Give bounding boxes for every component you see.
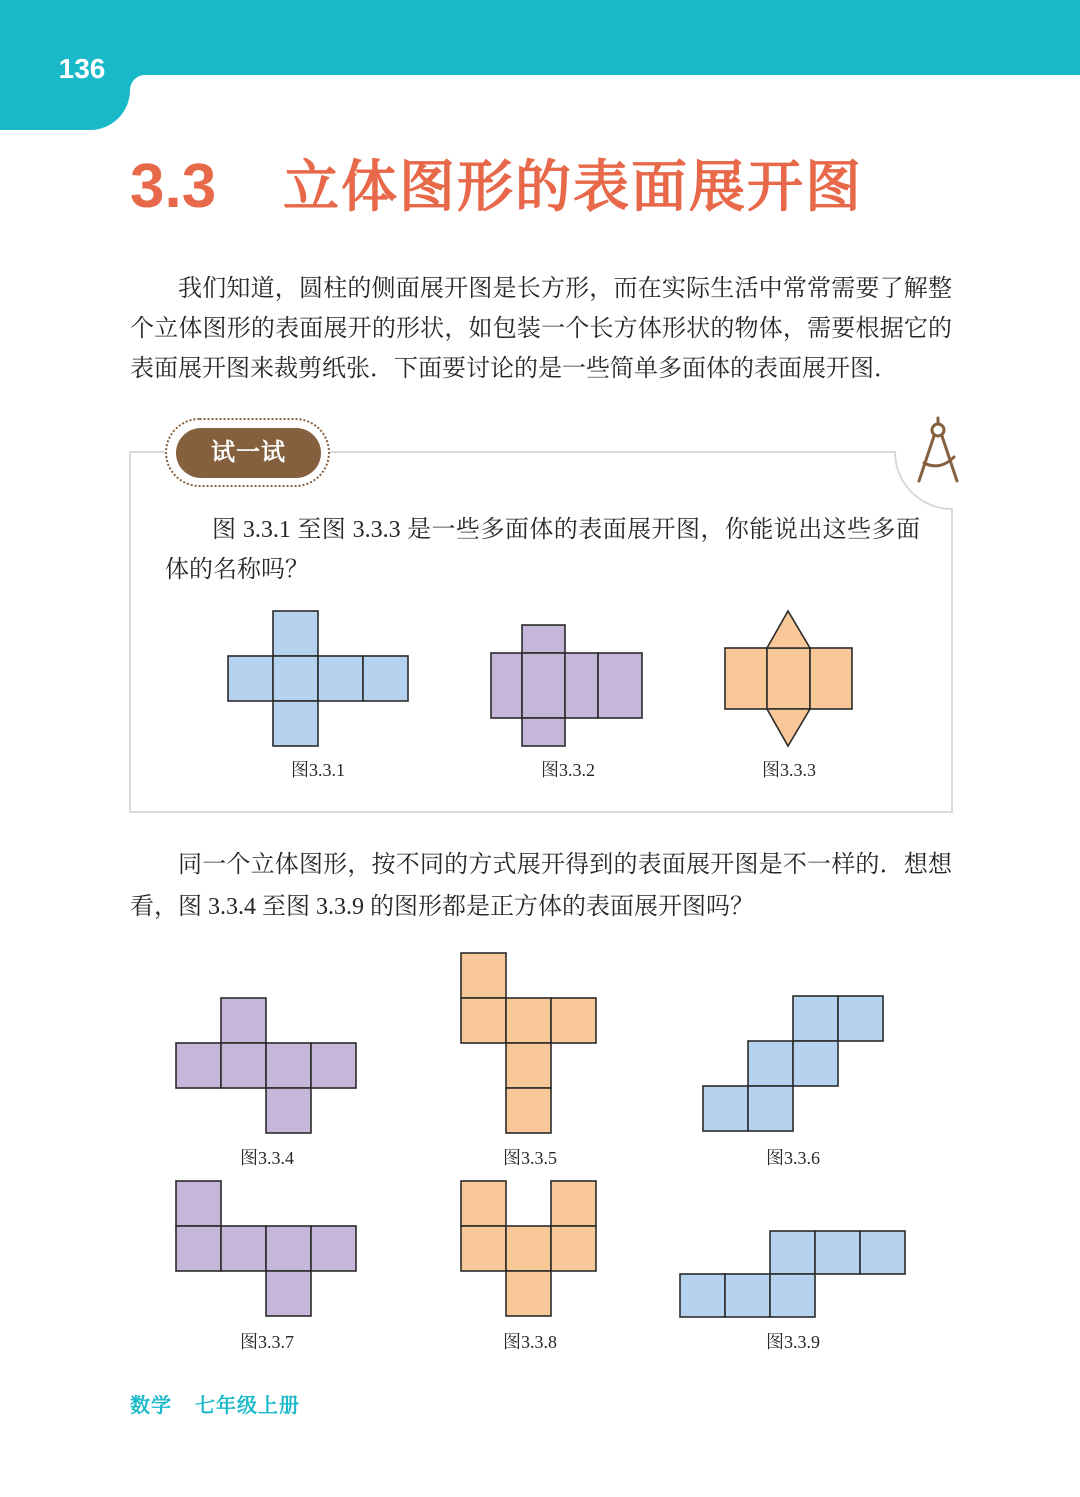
compass-icon [919,418,957,481]
net-face [506,1043,551,1088]
net-face [506,1088,551,1133]
net-face [461,998,506,1043]
net-face [748,1041,793,1086]
net-face [176,1043,221,1088]
net-face [221,998,266,1043]
net-face [176,1181,221,1226]
header-band [0,0,1080,130]
net-face [551,1226,596,1271]
figure-3-3-7-net [176,1181,356,1316]
activity-line: 图 3.3.1 至图 3.3.3 是一些多面体的表面展开图，你能说出这些多面 [212,517,920,543]
net-face [810,648,852,709]
net-face [273,611,318,656]
footer-book: 七年级上册 [195,1395,300,1417]
net-face [273,656,318,701]
net-face [506,1271,551,1316]
figure-caption: 图3.3.6 [766,1148,820,1168]
net-face [228,656,273,701]
figure-caption: 图3.3.3 [762,760,816,780]
net-face [522,718,565,746]
figure-caption: 图3.3.4 [240,1148,294,1168]
net-face [522,625,565,653]
figure-3-3-8-net [461,1181,596,1316]
net-face [680,1274,725,1317]
compass-hinge [932,424,944,436]
net-face [748,1086,793,1131]
section-title: 立体图形的表面展开图 [283,155,863,218]
activity-label: 试一试 [176,428,321,478]
net-face [461,953,506,998]
net-face [793,996,838,1041]
figure-3-3-9-net [680,1231,905,1317]
figure-3-3-6-net [703,996,883,1131]
net-face [266,1088,311,1133]
figure-caption: 图3.3.7 [240,1332,294,1352]
net-face [221,1226,266,1271]
net-face [815,1231,860,1274]
figure-caption: 图3.3.5 [503,1148,557,1168]
net-face [266,1043,311,1088]
net-face [311,1043,356,1088]
net-face [363,656,408,701]
net-face [725,1274,770,1317]
net-face [770,1274,815,1317]
activity-line: 体的名称吗？ [165,557,309,583]
figure-3-3-4-net [176,998,356,1133]
net-face [565,653,598,718]
net-face [491,653,522,718]
discussion-line: 同一个立体图形，按不同的方式展开得到的表面展开图是不一样的．想想 [178,852,952,878]
net-face [767,648,810,709]
section-number: 3.3 [130,152,217,221]
net-face [311,1226,356,1271]
discussion-line: 看，图 3.3.4 至图 3.3.9 的图形都是正方体的表面展开图吗？ [130,894,754,920]
intro-line: 我们知道，圆柱的侧面展开图是长方形，而在实际生活中常常需要了解整 [178,276,952,302]
footer-subject: 数学 [130,1395,172,1417]
net-face [838,996,883,1041]
net-face [703,1086,748,1131]
net-face [506,1226,551,1271]
figure-caption: 图3.3.1 [291,760,345,780]
net-face [266,1271,311,1316]
net-face [551,1181,596,1226]
net-face [221,1043,266,1088]
net-face [273,701,318,746]
net-face [506,998,551,1043]
compass-right-leg [942,436,957,481]
compass-left-leg [919,436,934,481]
figure-3-3-5-net [461,953,596,1133]
figure-caption: 图3.3.9 [766,1332,820,1352]
intro-line: 表面展开图来裁剪纸张．下面要讨论的是一些简单多面体的表面展开图． [130,356,898,382]
net-face [522,653,565,718]
net-face [461,1181,506,1226]
figure-caption: 图3.3.2 [541,760,595,780]
net-face [770,1231,815,1274]
net-face [725,648,767,709]
page-number: 136 [58,53,106,84]
net-face [461,1226,506,1271]
net-face [176,1226,221,1271]
net-face [551,998,596,1043]
net-face [793,1041,838,1086]
net-face [318,656,363,701]
net-face [266,1226,311,1271]
net-face [860,1231,905,1274]
net-face [598,653,642,718]
intro-line: 个立体图形的表面展开的形状，如包装一个长方体形状的物体，需要根据它的 [130,316,952,342]
figure-caption: 图3.3.8 [503,1332,557,1352]
